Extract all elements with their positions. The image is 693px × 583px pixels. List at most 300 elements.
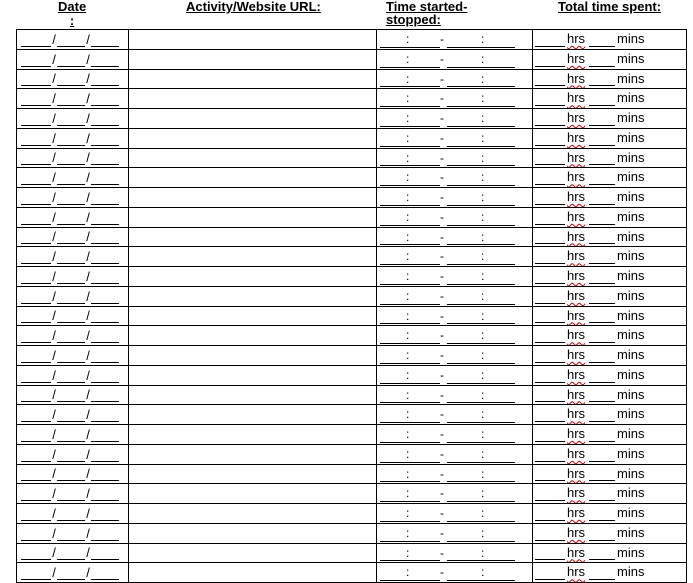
minutes-blank[interactable] [589, 362, 615, 363]
date-field[interactable] [17, 128, 129, 148]
day-blank[interactable] [57, 291, 85, 304]
stop-time-blank[interactable] [447, 205, 515, 206]
month-blank[interactable] [21, 34, 51, 47]
total-time-field[interactable] [533, 286, 687, 306]
total-time-field[interactable] [533, 128, 687, 148]
hours-blank[interactable] [535, 66, 565, 67]
activity-url-field[interactable] [129, 563, 377, 583]
year-blank[interactable] [91, 449, 119, 462]
time-range-field[interactable] [377, 523, 533, 543]
total-time-field[interactable] [533, 109, 687, 129]
stop-time-blank[interactable] [447, 422, 515, 423]
time-range-field[interactable] [377, 168, 533, 188]
start-hour-blank[interactable] [380, 323, 440, 324]
day-blank[interactable] [57, 409, 85, 422]
time-range-field[interactable] [377, 306, 533, 326]
hours-blank[interactable] [535, 243, 565, 244]
start-hour-blank[interactable] [380, 284, 440, 285]
day-blank[interactable] [57, 73, 85, 86]
date-field[interactable] [17, 89, 129, 109]
hours-blank[interactable] [535, 204, 565, 205]
year-blank[interactable] [91, 488, 119, 501]
hours-blank[interactable] [535, 441, 565, 442]
time-range-field[interactable] [377, 484, 533, 504]
hours-blank[interactable] [535, 105, 565, 106]
date-field[interactable] [17, 523, 129, 543]
date-field[interactable] [17, 346, 129, 366]
minutes-blank[interactable] [589, 85, 615, 86]
month-blank[interactable] [21, 231, 51, 244]
month-blank[interactable] [21, 133, 51, 146]
start-hour-blank[interactable] [380, 185, 440, 186]
time-range-field[interactable] [377, 148, 533, 168]
start-hour-blank[interactable] [380, 264, 440, 265]
hours-blank[interactable] [535, 85, 565, 86]
total-time-field[interactable] [533, 168, 687, 188]
stop-time-blank[interactable] [447, 225, 515, 226]
minutes-blank[interactable] [589, 46, 615, 47]
minutes-blank[interactable] [589, 500, 615, 501]
activity-url-field[interactable] [129, 365, 377, 385]
hours-blank[interactable] [535, 382, 565, 383]
minutes-blank[interactable] [589, 105, 615, 106]
start-hour-blank[interactable] [380, 402, 440, 403]
stop-time-blank[interactable] [447, 165, 515, 166]
date-field[interactable] [17, 109, 129, 129]
total-time-field[interactable] [533, 148, 687, 168]
day-blank[interactable] [57, 488, 85, 501]
hours-blank[interactable] [535, 579, 565, 580]
day-blank[interactable] [57, 330, 85, 343]
date-field[interactable] [17, 267, 129, 287]
date-field[interactable] [17, 543, 129, 563]
day-blank[interactable] [57, 34, 85, 47]
minutes-blank[interactable] [589, 579, 615, 580]
activity-url-field[interactable] [129, 69, 377, 89]
date-field[interactable] [17, 49, 129, 69]
hours-blank[interactable] [535, 263, 565, 264]
stop-time-blank[interactable] [447, 146, 515, 147]
start-hour-blank[interactable] [380, 244, 440, 245]
year-blank[interactable] [91, 93, 119, 106]
day-blank[interactable] [57, 54, 85, 67]
hours-blank[interactable] [535, 461, 565, 462]
hours-blank[interactable] [535, 559, 565, 560]
total-time-field[interactable] [533, 306, 687, 326]
minutes-blank[interactable] [589, 303, 615, 304]
activity-url-field[interactable] [129, 109, 377, 129]
minutes-blank[interactable] [589, 243, 615, 244]
stop-time-blank[interactable] [447, 244, 515, 245]
hours-blank[interactable] [535, 303, 565, 304]
hours-blank[interactable] [535, 480, 565, 481]
year-blank[interactable] [91, 389, 119, 402]
year-blank[interactable] [91, 152, 119, 165]
activity-url-field[interactable] [129, 188, 377, 208]
start-hour-blank[interactable] [380, 501, 440, 502]
stop-time-blank[interactable] [447, 126, 515, 127]
date-field[interactable] [17, 306, 129, 326]
minutes-blank[interactable] [589, 401, 615, 402]
date-field[interactable] [17, 425, 129, 445]
hours-blank[interactable] [535, 145, 565, 146]
day-blank[interactable] [57, 350, 85, 363]
activity-url-field[interactable] [129, 464, 377, 484]
minutes-blank[interactable] [589, 441, 615, 442]
hours-blank[interactable] [535, 283, 565, 284]
activity-url-field[interactable] [129, 227, 377, 247]
total-time-field[interactable] [533, 30, 687, 50]
activity-url-field[interactable] [129, 207, 377, 227]
stop-time-blank[interactable] [447, 402, 515, 403]
month-blank[interactable] [21, 350, 51, 363]
activity-url-field[interactable] [129, 425, 377, 445]
activity-url-field[interactable] [129, 128, 377, 148]
day-blank[interactable] [57, 133, 85, 146]
date-field[interactable] [17, 563, 129, 583]
date-field[interactable] [17, 207, 129, 227]
time-range-field[interactable] [377, 365, 533, 385]
stop-time-blank[interactable] [447, 323, 515, 324]
minutes-blank[interactable] [589, 322, 615, 323]
start-hour-blank[interactable] [380, 560, 440, 561]
day-blank[interactable] [57, 547, 85, 560]
total-time-field[interactable] [533, 484, 687, 504]
total-time-field[interactable] [533, 365, 687, 385]
start-hour-blank[interactable] [380, 422, 440, 423]
start-hour-blank[interactable] [380, 67, 440, 68]
date-field[interactable] [17, 326, 129, 346]
minutes-blank[interactable] [589, 66, 615, 67]
month-blank[interactable] [21, 73, 51, 86]
total-time-field[interactable] [533, 227, 687, 247]
total-time-field[interactable] [533, 326, 687, 346]
month-blank[interactable] [21, 152, 51, 165]
total-time-field[interactable] [533, 464, 687, 484]
year-blank[interactable] [91, 73, 119, 86]
start-hour-blank[interactable] [380, 442, 440, 443]
start-hour-blank[interactable] [380, 580, 440, 581]
stop-time-blank[interactable] [447, 47, 515, 48]
month-blank[interactable] [21, 547, 51, 560]
activity-url-field[interactable] [129, 504, 377, 524]
month-blank[interactable] [21, 310, 51, 323]
stop-time-blank[interactable] [447, 343, 515, 344]
day-blank[interactable] [57, 468, 85, 481]
year-blank[interactable] [91, 271, 119, 284]
month-blank[interactable] [21, 508, 51, 521]
start-hour-blank[interactable] [380, 521, 440, 522]
day-blank[interactable] [57, 449, 85, 462]
month-blank[interactable] [21, 93, 51, 106]
start-hour-blank[interactable] [380, 541, 440, 542]
activity-url-field[interactable] [129, 286, 377, 306]
minutes-blank[interactable] [589, 480, 615, 481]
date-field[interactable] [17, 385, 129, 405]
start-hour-blank[interactable] [380, 106, 440, 107]
activity-url-field[interactable] [129, 247, 377, 267]
year-blank[interactable] [91, 547, 119, 560]
hours-blank[interactable] [535, 520, 565, 521]
stop-time-blank[interactable] [447, 481, 515, 482]
total-time-field[interactable] [533, 385, 687, 405]
activity-url-field[interactable] [129, 49, 377, 69]
time-range-field[interactable] [377, 188, 533, 208]
stop-time-blank[interactable] [447, 185, 515, 186]
activity-url-field[interactable] [129, 148, 377, 168]
activity-url-field[interactable] [129, 30, 377, 50]
total-time-field[interactable] [533, 207, 687, 227]
date-field[interactable] [17, 188, 129, 208]
stop-time-blank[interactable] [447, 264, 515, 265]
month-blank[interactable] [21, 330, 51, 343]
stop-time-blank[interactable] [447, 363, 515, 364]
month-blank[interactable] [21, 271, 51, 284]
activity-url-field[interactable] [129, 326, 377, 346]
activity-url-field[interactable] [129, 385, 377, 405]
time-range-field[interactable] [377, 267, 533, 287]
day-blank[interactable] [57, 567, 85, 580]
year-blank[interactable] [91, 330, 119, 343]
time-range-field[interactable] [377, 425, 533, 445]
day-blank[interactable] [57, 231, 85, 244]
total-time-field[interactable] [533, 247, 687, 267]
total-time-field[interactable] [533, 405, 687, 425]
time-range-field[interactable] [377, 30, 533, 50]
date-field[interactable] [17, 464, 129, 484]
month-blank[interactable] [21, 449, 51, 462]
time-range-field[interactable] [377, 207, 533, 227]
minutes-blank[interactable] [589, 342, 615, 343]
time-range-field[interactable] [377, 464, 533, 484]
stop-time-blank[interactable] [447, 304, 515, 305]
day-blank[interactable] [57, 172, 85, 185]
total-time-field[interactable] [533, 49, 687, 69]
minutes-blank[interactable] [589, 382, 615, 383]
time-range-field[interactable] [377, 89, 533, 109]
start-hour-blank[interactable] [380, 146, 440, 147]
month-blank[interactable] [21, 192, 51, 205]
total-time-field[interactable] [533, 523, 687, 543]
time-range-field[interactable] [377, 385, 533, 405]
month-blank[interactable] [21, 172, 51, 185]
month-blank[interactable] [21, 409, 51, 422]
hours-blank[interactable] [535, 46, 565, 47]
start-hour-blank[interactable] [380, 86, 440, 87]
minutes-blank[interactable] [589, 125, 615, 126]
minutes-blank[interactable] [589, 224, 615, 225]
activity-url-field[interactable] [129, 444, 377, 464]
stop-time-blank[interactable] [447, 541, 515, 542]
activity-url-field[interactable] [129, 405, 377, 425]
total-time-field[interactable] [533, 504, 687, 524]
year-blank[interactable] [91, 54, 119, 67]
date-field[interactable] [17, 168, 129, 188]
time-range-field[interactable] [377, 326, 533, 346]
time-range-field[interactable] [377, 444, 533, 464]
stop-time-blank[interactable] [447, 106, 515, 107]
minutes-blank[interactable] [589, 145, 615, 146]
year-blank[interactable] [91, 172, 119, 185]
minutes-blank[interactable] [589, 184, 615, 185]
day-blank[interactable] [57, 93, 85, 106]
start-hour-blank[interactable] [380, 363, 440, 364]
stop-time-blank[interactable] [447, 580, 515, 581]
day-blank[interactable] [57, 310, 85, 323]
stop-time-blank[interactable] [447, 86, 515, 87]
month-blank[interactable] [21, 567, 51, 580]
time-range-field[interactable] [377, 346, 533, 366]
hours-blank[interactable] [535, 401, 565, 402]
minutes-blank[interactable] [589, 540, 615, 541]
day-blank[interactable] [57, 370, 85, 383]
time-range-field[interactable] [377, 69, 533, 89]
minutes-blank[interactable] [589, 204, 615, 205]
total-time-field[interactable] [533, 267, 687, 287]
total-time-field[interactable] [533, 346, 687, 366]
activity-url-field[interactable] [129, 484, 377, 504]
year-blank[interactable] [91, 212, 119, 225]
date-field[interactable] [17, 69, 129, 89]
total-time-field[interactable] [533, 89, 687, 109]
hours-blank[interactable] [535, 342, 565, 343]
year-blank[interactable] [91, 567, 119, 580]
minutes-blank[interactable] [589, 559, 615, 560]
start-hour-blank[interactable] [380, 165, 440, 166]
hours-blank[interactable] [535, 421, 565, 422]
month-blank[interactable] [21, 113, 51, 126]
year-blank[interactable] [91, 133, 119, 146]
time-range-field[interactable] [377, 563, 533, 583]
month-blank[interactable] [21, 370, 51, 383]
hours-blank[interactable] [535, 125, 565, 126]
year-blank[interactable] [91, 468, 119, 481]
activity-url-field[interactable] [129, 267, 377, 287]
stop-time-blank[interactable] [447, 521, 515, 522]
year-blank[interactable] [91, 429, 119, 442]
stop-time-blank[interactable] [447, 501, 515, 502]
minutes-blank[interactable] [589, 283, 615, 284]
date-field[interactable] [17, 484, 129, 504]
month-blank[interactable] [21, 488, 51, 501]
year-blank[interactable] [91, 231, 119, 244]
date-field[interactable] [17, 247, 129, 267]
activity-url-field[interactable] [129, 523, 377, 543]
hours-blank[interactable] [535, 500, 565, 501]
activity-url-field[interactable] [129, 168, 377, 188]
total-time-field[interactable] [533, 543, 687, 563]
day-blank[interactable] [57, 429, 85, 442]
year-blank[interactable] [91, 310, 119, 323]
minutes-blank[interactable] [589, 520, 615, 521]
month-blank[interactable] [21, 468, 51, 481]
year-blank[interactable] [91, 528, 119, 541]
activity-url-field[interactable] [129, 306, 377, 326]
start-hour-blank[interactable] [380, 47, 440, 48]
date-field[interactable] [17, 444, 129, 464]
minutes-blank[interactable] [589, 164, 615, 165]
hours-blank[interactable] [535, 362, 565, 363]
minutes-blank[interactable] [589, 421, 615, 422]
stop-time-blank[interactable] [447, 67, 515, 68]
hours-blank[interactable] [535, 164, 565, 165]
activity-url-field[interactable] [129, 89, 377, 109]
time-range-field[interactable] [377, 128, 533, 148]
total-time-field[interactable] [533, 69, 687, 89]
date-field[interactable] [17, 227, 129, 247]
date-field[interactable] [17, 405, 129, 425]
day-blank[interactable] [57, 251, 85, 264]
start-hour-blank[interactable] [380, 343, 440, 344]
month-blank[interactable] [21, 291, 51, 304]
total-time-field[interactable] [533, 563, 687, 583]
month-blank[interactable] [21, 54, 51, 67]
start-hour-blank[interactable] [380, 126, 440, 127]
day-blank[interactable] [57, 113, 85, 126]
day-blank[interactable] [57, 271, 85, 284]
time-range-field[interactable] [377, 227, 533, 247]
day-blank[interactable] [57, 212, 85, 225]
minutes-blank[interactable] [589, 263, 615, 264]
start-hour-blank[interactable] [380, 481, 440, 482]
time-range-field[interactable] [377, 405, 533, 425]
year-blank[interactable] [91, 409, 119, 422]
day-blank[interactable] [57, 528, 85, 541]
month-blank[interactable] [21, 251, 51, 264]
year-blank[interactable] [91, 192, 119, 205]
date-field[interactable] [17, 30, 129, 50]
time-range-field[interactable] [377, 247, 533, 267]
year-blank[interactable] [91, 508, 119, 521]
day-blank[interactable] [57, 152, 85, 165]
date-field[interactable] [17, 148, 129, 168]
month-blank[interactable] [21, 528, 51, 541]
start-hour-blank[interactable] [380, 205, 440, 206]
year-blank[interactable] [91, 291, 119, 304]
date-field[interactable] [17, 504, 129, 524]
year-blank[interactable] [91, 370, 119, 383]
total-time-field[interactable] [533, 444, 687, 464]
start-hour-blank[interactable] [380, 383, 440, 384]
time-range-field[interactable] [377, 49, 533, 69]
start-hour-blank[interactable] [380, 304, 440, 305]
year-blank[interactable] [91, 34, 119, 47]
stop-time-blank[interactable] [447, 442, 515, 443]
hours-blank[interactable] [535, 224, 565, 225]
time-range-field[interactable] [377, 543, 533, 563]
total-time-field[interactable] [533, 425, 687, 445]
hours-blank[interactable] [535, 322, 565, 323]
date-field[interactable] [17, 365, 129, 385]
month-blank[interactable] [21, 429, 51, 442]
time-range-field[interactable] [377, 504, 533, 524]
start-hour-blank[interactable] [380, 462, 440, 463]
day-blank[interactable] [57, 508, 85, 521]
date-field[interactable] [17, 286, 129, 306]
start-hour-blank[interactable] [380, 225, 440, 226]
hours-blank[interactable] [535, 540, 565, 541]
time-range-field[interactable] [377, 286, 533, 306]
hours-blank[interactable] [535, 184, 565, 185]
month-blank[interactable] [21, 212, 51, 225]
stop-time-blank[interactable] [447, 560, 515, 561]
time-range-field[interactable] [377, 109, 533, 129]
year-blank[interactable] [91, 251, 119, 264]
total-time-field[interactable] [533, 188, 687, 208]
stop-time-blank[interactable] [447, 284, 515, 285]
activity-url-field[interactable] [129, 543, 377, 563]
stop-time-blank[interactable] [447, 462, 515, 463]
